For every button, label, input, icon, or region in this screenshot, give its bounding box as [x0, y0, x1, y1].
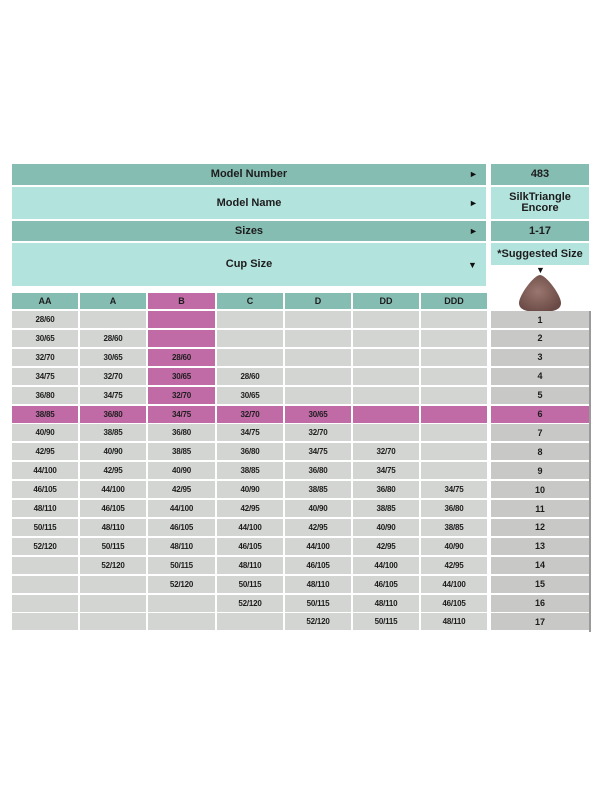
column-header-dd: DD: [353, 293, 419, 309]
table-cell: 40/90: [148, 462, 215, 479]
table-cell: 44/100: [353, 557, 419, 574]
table-cell: [421, 462, 487, 479]
table-cell: 48/110: [353, 595, 419, 612]
model-name-label: [12, 187, 486, 219]
sizes-label: [12, 221, 486, 241]
table-cell: 32/70: [148, 387, 215, 404]
size-number: 7: [491, 424, 589, 441]
table-cell: 44/100: [217, 519, 283, 536]
table-cell: [217, 349, 283, 366]
table-cell: [421, 330, 487, 347]
table-cell: 36/80: [285, 462, 351, 479]
table-cell: [353, 311, 419, 328]
table-cell: [80, 595, 146, 612]
table-cell: 42/95: [285, 519, 351, 536]
table-cell: 50/115: [148, 557, 215, 574]
table-cell: 46/105: [217, 538, 283, 555]
table-cell: [353, 368, 419, 385]
arrow-right-icon: ►: [469, 226, 478, 236]
arrow-down-icon: ▼: [468, 260, 477, 270]
table-cell: [80, 311, 146, 328]
table-cell: 32/70: [353, 443, 419, 460]
size-number: 5: [491, 387, 589, 404]
table-cell: 40/90: [421, 538, 487, 555]
table-cell: 48/110: [12, 500, 78, 517]
table-cell: 38/85: [80, 424, 146, 441]
table-cell: [12, 576, 78, 593]
table-cell: [285, 368, 351, 385]
table-cell: 48/110: [421, 613, 487, 630]
table-cell: 30/65: [12, 330, 78, 347]
table-cell: [421, 443, 487, 460]
table-cell: 44/100: [148, 500, 215, 517]
table-cell: 36/80: [217, 443, 283, 460]
table-cell: 32/70: [285, 424, 351, 441]
size-number: 12: [491, 519, 589, 536]
table-cell: [12, 557, 78, 574]
table-cell: 40/90: [12, 424, 78, 441]
table-cell: [217, 613, 283, 630]
table-cell: 48/110: [285, 576, 351, 593]
sizes-label-text: Sizes: [234, 224, 264, 237]
table-cell: 38/85: [353, 500, 419, 517]
table-cell: 48/110: [148, 538, 215, 555]
table-cell: 50/115: [353, 613, 419, 630]
model-number-value-text: 483: [530, 168, 550, 180]
table-cell: 38/85: [217, 462, 283, 479]
arrow-right-icon: ►: [469, 198, 478, 208]
table-cell: 46/105: [148, 519, 215, 536]
table-cell: [217, 330, 283, 347]
table-cell: 52/120: [80, 557, 146, 574]
table-cell: 44/100: [12, 462, 78, 479]
column-header-c: C: [217, 293, 283, 309]
size-number: 4: [491, 368, 589, 385]
sizes-value-text: 1-17: [528, 224, 552, 237]
size-number: 10: [491, 481, 589, 498]
table-cell: 34/75: [12, 368, 78, 385]
table-cell: 52/120: [12, 538, 78, 555]
table-cell: 42/95: [148, 481, 215, 498]
table-cell: 38/85: [148, 443, 215, 460]
table-cell: 36/80: [80, 406, 146, 423]
table-cell: 32/70: [80, 368, 146, 385]
model-name-value: [491, 187, 589, 219]
table-cell: [353, 406, 419, 423]
size-number: 17: [491, 613, 589, 630]
table-cell: 50/115: [217, 576, 283, 593]
size-number: 11: [491, 500, 589, 517]
table-cell: 32/70: [12, 349, 78, 366]
column-header-b: B: [148, 293, 215, 309]
table-cell: 30/65: [148, 368, 215, 385]
arrow-down-icon: ▼: [536, 265, 545, 275]
table-cell: 36/80: [421, 500, 487, 517]
column-header-ddd: DDD: [421, 293, 487, 309]
table-cell: [285, 311, 351, 328]
table-cell: 28/60: [148, 349, 215, 366]
size-number: 3: [491, 349, 589, 366]
column-header-d: D: [285, 293, 351, 309]
table-cell: 44/100: [285, 538, 351, 555]
table-cell: [421, 406, 487, 423]
size-number: 6: [491, 406, 589, 423]
suggested-size-header: [491, 243, 589, 265]
table-cell: 44/100: [421, 576, 487, 593]
table-cell: [285, 387, 351, 404]
triangle-breast-form-icon: [517, 273, 563, 313]
table-cell: 48/110: [80, 519, 146, 536]
cup-size-label-text: Cup Size: [225, 258, 273, 270]
column-header-aa: AA: [12, 293, 78, 309]
table-cell: 40/90: [217, 481, 283, 498]
size-number: 2: [491, 330, 589, 347]
table-cell: [353, 424, 419, 441]
model-number-label-text: Model Number: [210, 168, 288, 180]
table-cell: [285, 330, 351, 347]
table-cell: [353, 330, 419, 347]
table-cell: 38/85: [12, 406, 78, 423]
table-cell: 48/110: [217, 557, 283, 574]
table-cell: 30/65: [285, 406, 351, 423]
table-cell: 34/75: [353, 462, 419, 479]
table-cell: [421, 424, 487, 441]
table-cell: 52/120: [217, 595, 283, 612]
model-number-label: [12, 164, 486, 185]
table-cell: 30/65: [217, 387, 283, 404]
table-cell: [148, 595, 215, 612]
table-cell: 36/80: [12, 387, 78, 404]
table-cell: [353, 349, 419, 366]
table-cell: 34/75: [80, 387, 146, 404]
size-number: 8: [491, 443, 589, 460]
table-cell: [421, 311, 487, 328]
table-cell: 44/100: [80, 481, 146, 498]
table-cell: 34/75: [421, 481, 487, 498]
table-cell: 50/115: [80, 538, 146, 555]
size-number: 9: [491, 462, 589, 479]
table-cell: 38/85: [421, 519, 487, 536]
table-cell: 34/75: [217, 424, 283, 441]
table-cell: 46/105: [12, 481, 78, 498]
table-cell: [217, 311, 283, 328]
table-cell: 34/75: [285, 443, 351, 460]
table-cell: 50/115: [285, 595, 351, 612]
table-cell: [148, 311, 215, 328]
table-cell: 42/95: [12, 443, 78, 460]
divider: [589, 311, 591, 632]
table-cell: 32/70: [217, 406, 283, 423]
cup-size-label: [12, 243, 486, 286]
table-cell: 50/115: [12, 519, 78, 536]
size-number: 13: [491, 538, 589, 555]
size-number: 15: [491, 576, 589, 593]
table-cell: 40/90: [353, 519, 419, 536]
table-cell: [421, 368, 487, 385]
table-cell: 52/120: [285, 613, 351, 630]
size-number: 1: [491, 311, 589, 328]
table-cell: 28/60: [12, 311, 78, 328]
model-name-value-text: SilkTriangle Encore: [509, 191, 571, 214]
table-cell: 42/95: [421, 557, 487, 574]
suggested-size-text: *Suggested Size: [497, 247, 583, 260]
table-cell: 36/80: [148, 424, 215, 441]
table-cell: 42/95: [217, 500, 283, 517]
arrow-right-icon: ►: [469, 169, 478, 179]
table-cell: [148, 613, 215, 630]
column-header-a: A: [80, 293, 146, 309]
table-cell: 28/60: [80, 330, 146, 347]
sizes-value: [491, 221, 589, 241]
table-cell: [80, 576, 146, 593]
table-cell: [148, 330, 215, 347]
table-cell: [285, 349, 351, 366]
table-cell: 28/60: [217, 368, 283, 385]
size-number: 14: [491, 557, 589, 574]
table-cell: 46/105: [80, 500, 146, 517]
model-name-label-text: Model Name: [216, 196, 282, 209]
table-cell: 36/80: [353, 481, 419, 498]
table-cell: [12, 613, 78, 630]
table-cell: [421, 387, 487, 404]
table-cell: 46/105: [421, 595, 487, 612]
table-cell: 46/105: [285, 557, 351, 574]
table-cell: 42/95: [353, 538, 419, 555]
table-cell: 34/75: [148, 406, 215, 423]
table-cell: 40/90: [285, 500, 351, 517]
table-cell: [353, 387, 419, 404]
table-cell: 42/95: [80, 462, 146, 479]
table-cell: [80, 613, 146, 630]
table-cell: 38/85: [285, 481, 351, 498]
table-cell: 30/65: [80, 349, 146, 366]
table-cell: 52/120: [148, 576, 215, 593]
model-number-value: [491, 164, 589, 185]
table-cell: 40/90: [80, 443, 146, 460]
table-cell: [12, 595, 78, 612]
size-number: 16: [491, 595, 589, 612]
table-cell: 46/105: [353, 576, 419, 593]
table-cell: [421, 349, 487, 366]
